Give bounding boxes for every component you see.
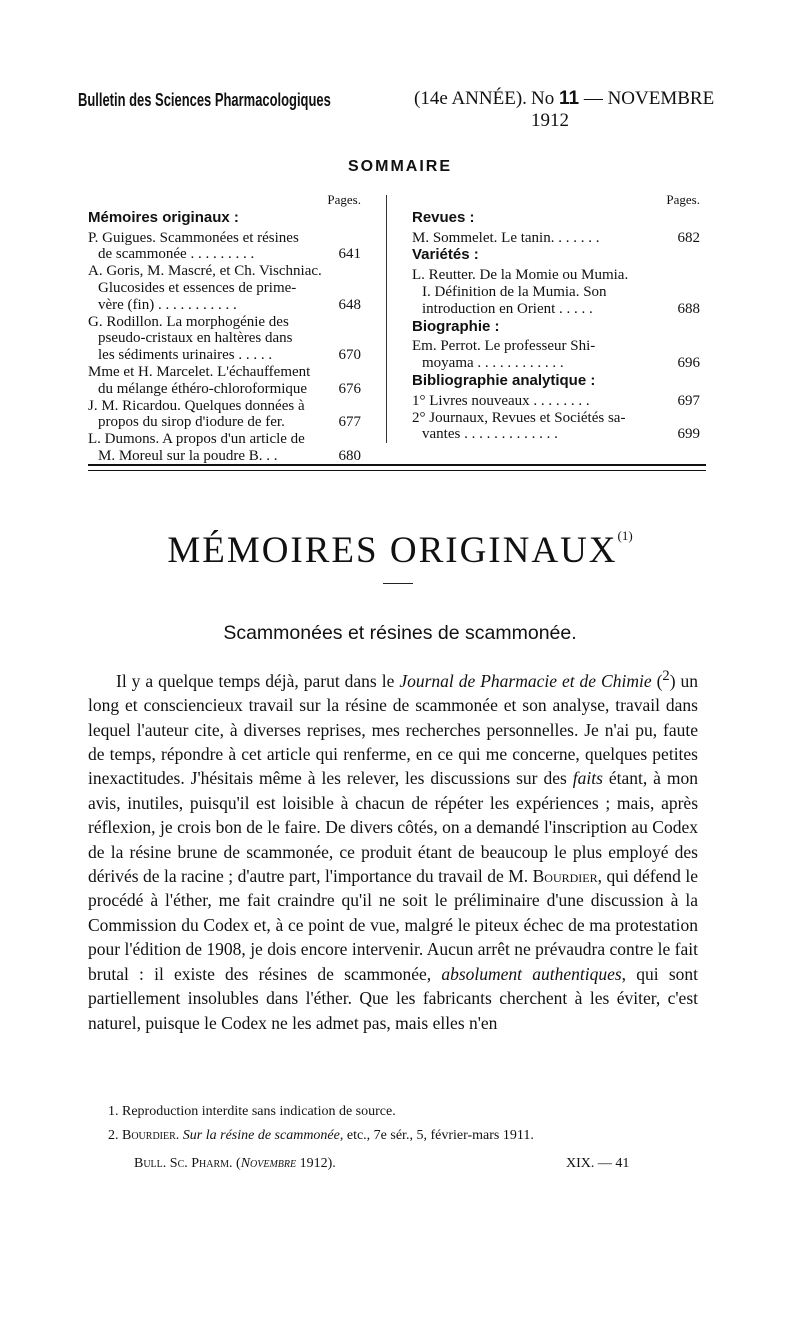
toc-entry-line: les sédiments urinaires . . . . . bbox=[98, 347, 273, 364]
toc-page-number: 641 bbox=[338, 246, 361, 263]
text-run: , qui défend le procédé à l'éther, me fait craindre qu'il ne soit le préliminaire d'une discussion à la Commission du Codex et, à ce point de vue, malgré le piteux échec de ma protestation pour l'édition de 1908, je dois encore intervenir. Aucun arrêt ne prévaudra contre le fait brutal : il existe des résines de scammonée, bbox=[88, 866, 698, 984]
toc-entry bbox=[88, 431, 361, 465]
toc-entry-line: M. Sommelet. Le tanin. . . . . . . bbox=[412, 229, 600, 246]
toc-section-title: Variétés : bbox=[412, 246, 479, 264]
page-footer-signature: XIX. — 41 bbox=[566, 1156, 630, 1171]
footer-month: Novembre bbox=[240, 1156, 297, 1171]
footer-prefix: Bull. Sc. Pharm. ( bbox=[134, 1156, 241, 1171]
toc-entry-line: Mme et H. Marcelet. L'échauffement bbox=[88, 363, 311, 380]
toc-section-title: Mémoires originaux : bbox=[88, 208, 239, 226]
text-run: étant, à mon avis, inutiles, puisqu'il est loisible à chacun de répéter les expériences ; mais, après réflexion, je crois bon de le faire. De divers côtés, on a demandé l'inscription au Codex de la résine brune de scammonée, ce produit étant de beaucoup le plus employé des dérivés de la racine ; d'autre part, l'importance du travail de M. bbox=[88, 768, 698, 887]
toc-entry bbox=[412, 230, 700, 247]
article-paragraph bbox=[88, 664, 698, 1035]
text-run: ( bbox=[651, 670, 663, 691]
text-run: Bourdier bbox=[532, 866, 598, 887]
short-divider bbox=[383, 583, 413, 584]
toc-left-column bbox=[88, 192, 361, 465]
toc-entry-line: 1° Livres nouveaux . . . . . . . . bbox=[412, 392, 590, 409]
footer-suffix: 1912). bbox=[296, 1156, 336, 1171]
toc-entry-line: 2° Journaux, Revues et Sociétés sa- bbox=[412, 409, 626, 426]
toc-entry-line: J. M. Ricardou. Quelques données à bbox=[88, 397, 305, 414]
footnote-2-rest: etc., 7e sér., 5, février-mars 1911. bbox=[346, 1128, 534, 1143]
section-double-rule-top bbox=[88, 464, 706, 466]
issue-prefix: No bbox=[531, 88, 555, 109]
toc-page-number: 670 bbox=[338, 347, 361, 364]
toc-entry-line: de scammonée . . . . . . . . . bbox=[98, 246, 255, 263]
running-header bbox=[78, 88, 718, 131]
toc-section-title: Bibliographie analytique : bbox=[412, 371, 596, 389]
toc-entry-line: P. Guigues. Scammonées et résines bbox=[88, 229, 299, 246]
toc-entry-line: vantes . . . . . . . . . . . . . bbox=[422, 426, 558, 443]
issue-date: — NOVEMBRE 1912 bbox=[531, 88, 715, 131]
text-run: , qui sont partiellement insolubles dans l'éther. Que les fabricants cherchent à les éviter, c'est naturel, puisque le Codex ne les admet pas, mais elles n'en bbox=[88, 963, 698, 1033]
memoires-title: MÉMOIRES ORIGINAUX bbox=[167, 530, 618, 571]
toc-entry-line: propos du sirop d'iodure de fer. bbox=[98, 414, 285, 431]
note-ref: 2 bbox=[662, 668, 670, 684]
toc-entry-line: Em. Perrot. Le professeur Shi- bbox=[412, 338, 596, 355]
toc-entry-line: M. Moreul sur la poudre B. . . bbox=[98, 447, 278, 464]
footnote-2-title: Sur la résine de scammonée, bbox=[182, 1128, 344, 1143]
toc-entry bbox=[412, 267, 700, 317]
toc-entry bbox=[412, 393, 700, 410]
page-footer-citation bbox=[134, 1156, 336, 1172]
toc-page-number: 680 bbox=[338, 447, 361, 464]
toc-entry-line: I. Définition de la Mumia. Son bbox=[422, 283, 607, 300]
toc-entry bbox=[88, 230, 361, 264]
toc-entry-line: Glucosides et essences de prime- bbox=[98, 279, 297, 296]
toc-entry-line: du mélange éthéro-chloroformique bbox=[98, 380, 308, 397]
toc-entry-line: G. Rodillon. La morphogénie des bbox=[88, 313, 289, 330]
italic-run: faits bbox=[572, 768, 603, 789]
toc-entry bbox=[412, 410, 700, 444]
toc-section-title: Biographie : bbox=[412, 317, 500, 335]
toc-entry-line: L. Dumons. A propos d'un article de bbox=[88, 431, 305, 448]
toc-entry-line: introduction en Orient . . . . . bbox=[422, 300, 593, 317]
text-run: Il y a quelque temps déjà, parut dans le bbox=[116, 670, 400, 691]
toc-entry bbox=[88, 314, 361, 364]
italic-run: absolument authentiques bbox=[441, 963, 622, 984]
toc-page-number: 696 bbox=[677, 355, 700, 372]
toc-entry bbox=[88, 263, 361, 313]
toc-entry-line: A. Goris, M. Mascré, et Ch. Vischniac. bbox=[88, 263, 322, 280]
sommaire-title: SOMMAIRE bbox=[348, 158, 452, 175]
toc-left-entries bbox=[88, 230, 361, 465]
footnote-2 bbox=[108, 1128, 534, 1144]
article-body bbox=[88, 664, 698, 1035]
toc-page-number: 699 bbox=[677, 426, 700, 443]
toc-entry bbox=[88, 364, 361, 398]
toc-entry-line: L. Reutter. De la Momie ou Mumia. bbox=[412, 267, 629, 284]
article-title: Scammonées et résines de scammonée. bbox=[223, 622, 577, 644]
toc-page-number: 697 bbox=[677, 392, 700, 409]
journal-title: Bulletin des Sciences Pharmacologiques bbox=[78, 90, 331, 110]
pages-label: Pages. bbox=[666, 192, 700, 207]
toc-right-column bbox=[412, 192, 700, 443]
toc-page-number: 688 bbox=[677, 300, 700, 317]
toc-entry-line: pseudo-cristaux en haltères dans bbox=[98, 330, 293, 347]
italic-run: Journal de Pharmacie et de Chimie bbox=[399, 670, 652, 691]
pages-label: Pages. bbox=[327, 192, 361, 207]
toc-entry-line: vère (fin) . . . . . . . . . . . bbox=[98, 296, 237, 313]
memoires-note-mark: (1) bbox=[617, 528, 633, 543]
toc-entry-line: moyama . . . . . . . . . . . . bbox=[422, 355, 564, 372]
footnote-2-number: 2. bbox=[108, 1128, 119, 1143]
memoires-heading bbox=[0, 528, 800, 572]
toc-entry bbox=[88, 398, 361, 432]
toc-entry bbox=[412, 338, 700, 372]
toc-column-divider bbox=[386, 195, 387, 443]
issue-number: 11 bbox=[558, 88, 580, 109]
text-run: ) un long et consciencieux travail sur la résine de scammonée et son analyse, travail dans lequel l'auteur cite, à diverses reprises, mes recherches personnelles. Je n'ai pu, faute de temps, répondre à cet article qui renferme, en ce qui me concerne, quelques petites inexactitudes. J'hésitais même à les relever, les discussions sur des bbox=[88, 670, 698, 789]
toc-page-number: 676 bbox=[338, 380, 361, 397]
issue-line bbox=[531, 88, 718, 132]
footnote-2-author: Bourdier. bbox=[122, 1128, 180, 1143]
toc-right-sections bbox=[412, 210, 700, 443]
toc-page-number: 648 bbox=[338, 296, 361, 313]
section-double-rule-bottom bbox=[88, 470, 706, 471]
toc-page-number: 677 bbox=[338, 414, 361, 431]
toc-page-number: 682 bbox=[677, 229, 700, 246]
footnote-1: 1. Reproduction interdite sans indication de source. bbox=[108, 1104, 396, 1119]
journal-year: (14e ANNÉE). bbox=[414, 88, 527, 109]
toc-section-title: Revues : bbox=[412, 208, 475, 226]
